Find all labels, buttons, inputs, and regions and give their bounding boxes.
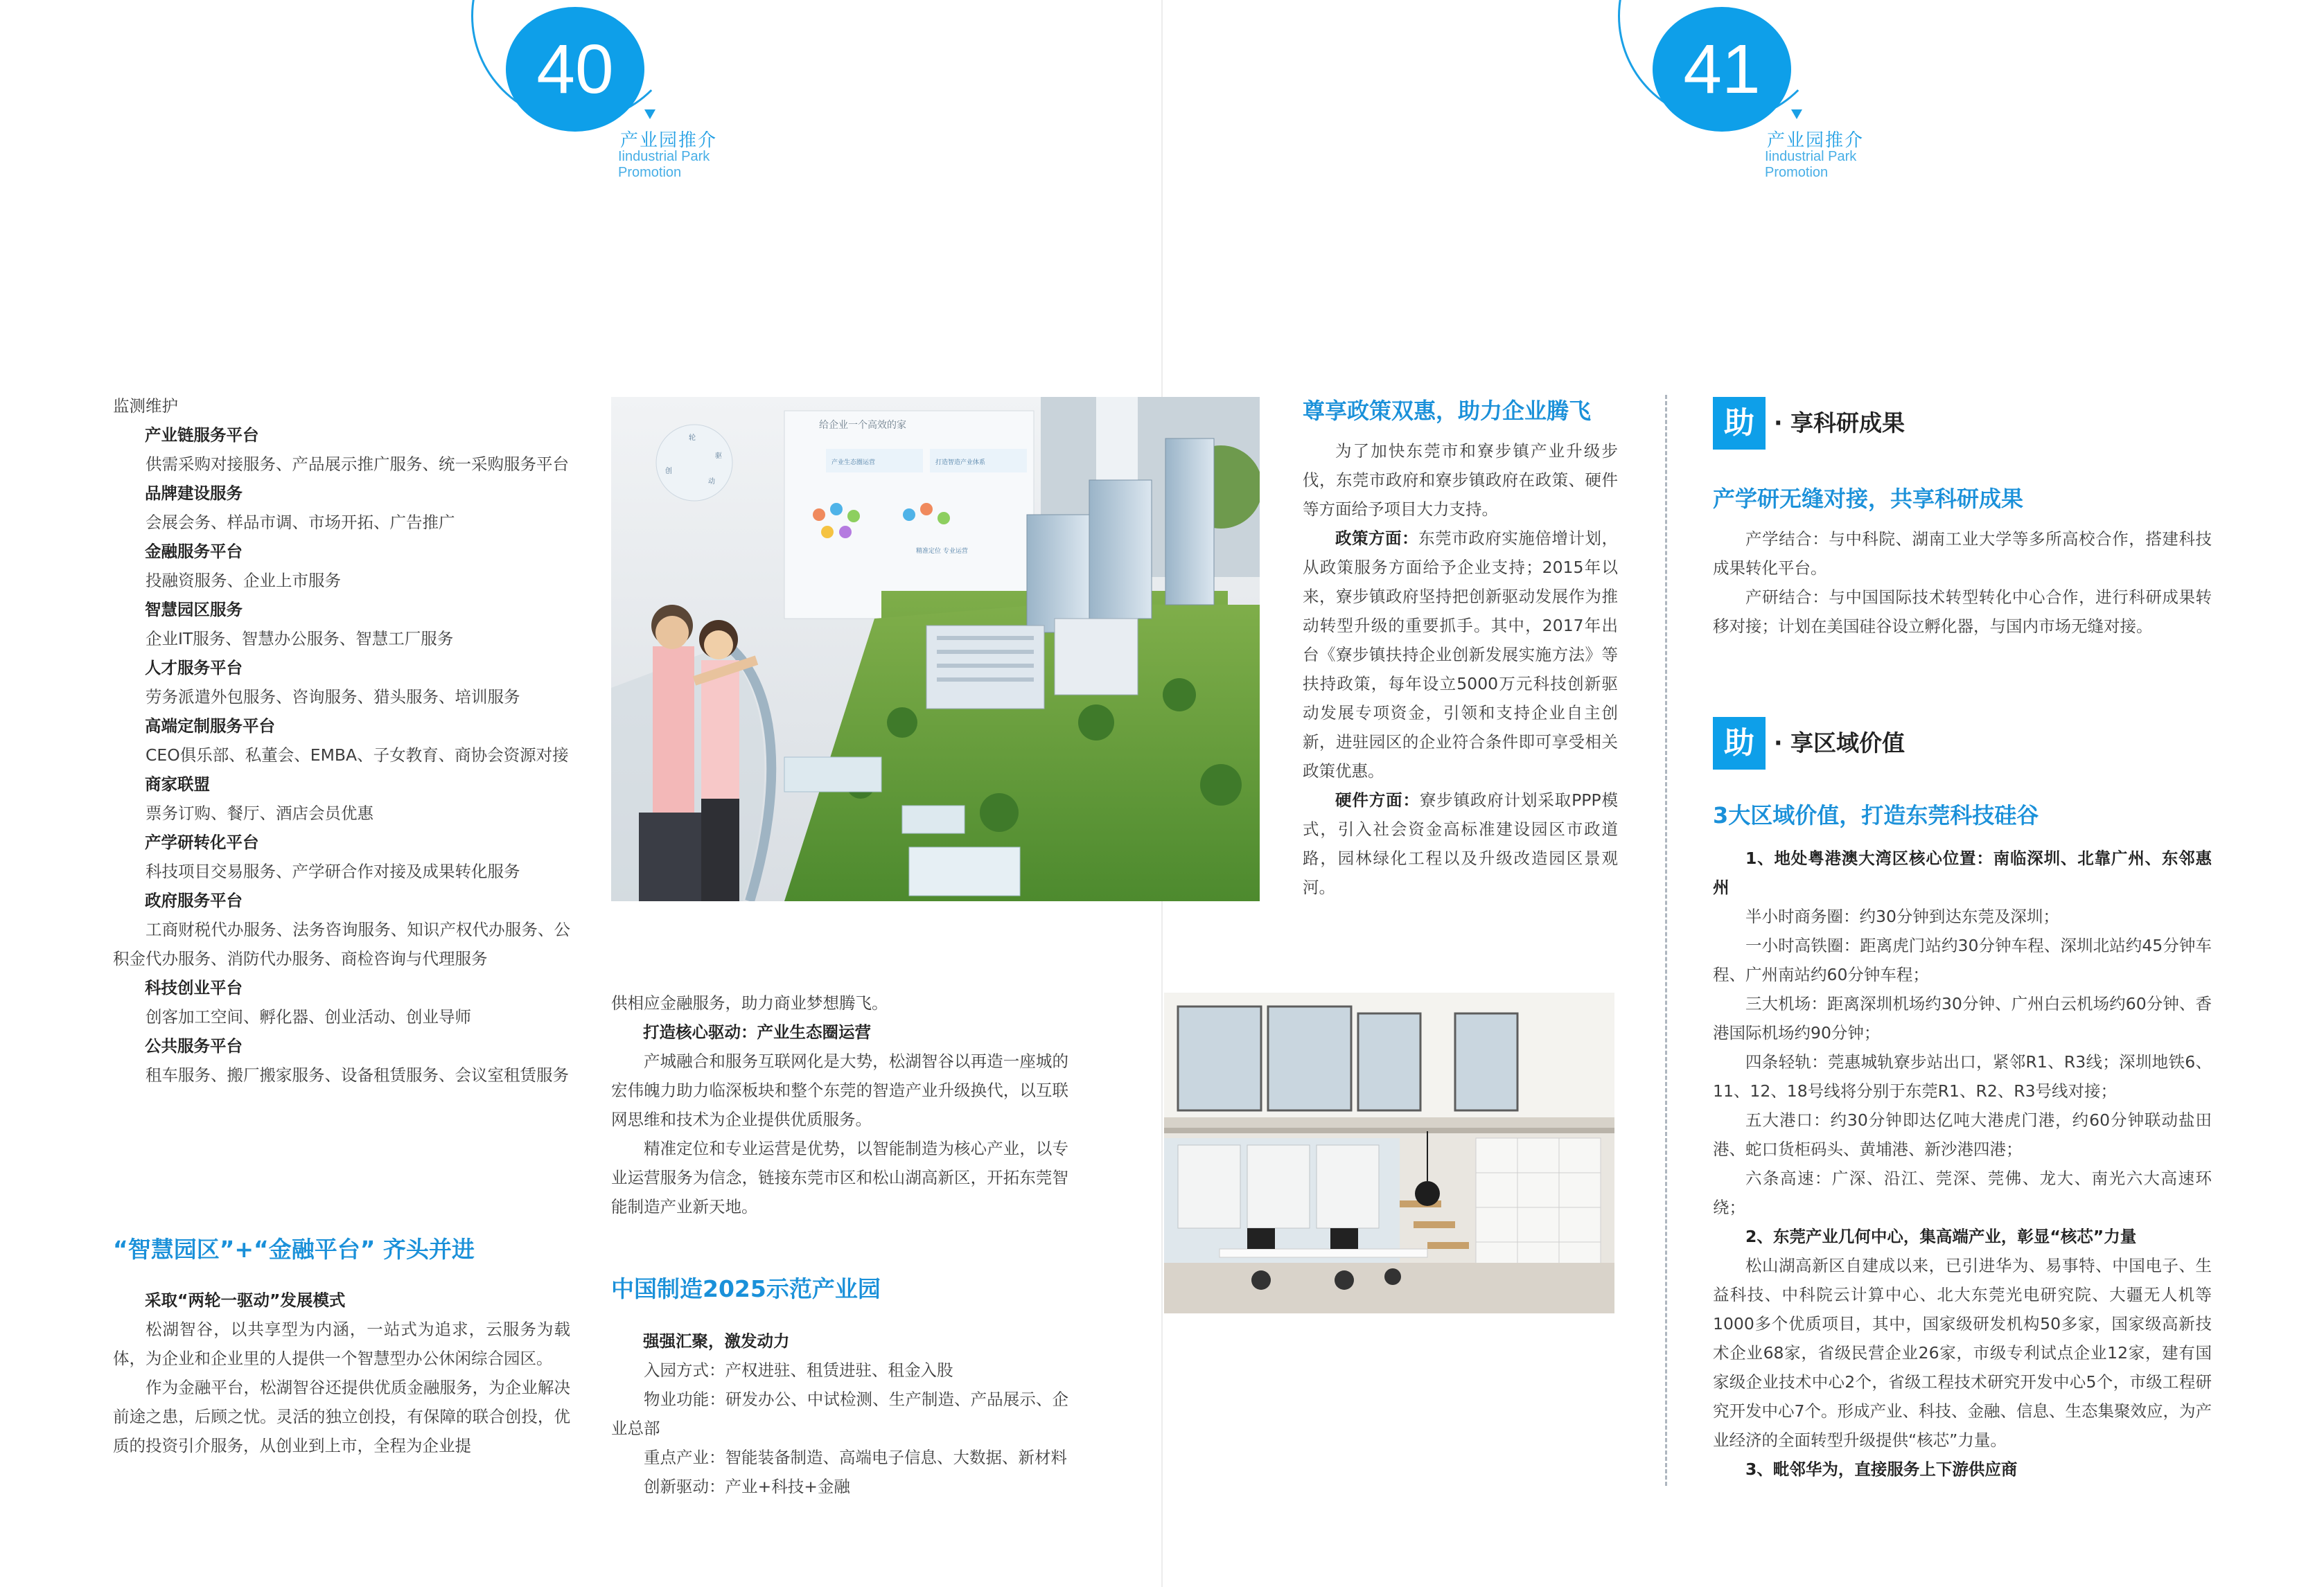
service-description: 票务订购、餐厅、酒店会员优惠 bbox=[146, 804, 373, 823]
location-list bbox=[1713, 902, 2212, 1222]
page-number: 41 bbox=[1653, 7, 1791, 132]
service-title: 高端定制服务平台 bbox=[145, 716, 275, 736]
list-item: 四条轻轨：莞惠城轨寮步站出口，紧邻R1、R3线；深圳地铁6、11、12、18号线将分别于东莞R1、R2、R3号线对接； bbox=[1713, 1052, 2212, 1101]
list-item: 一小时高铁圈：距离虎门站约30分钟车程、深圳北站约45分钟车程、广州南站约60分钟车程； bbox=[1713, 936, 2212, 984]
list-item: 创新驱动：产业+科技+金融 bbox=[644, 1477, 850, 1496]
sandbox-model-photo bbox=[611, 397, 1260, 901]
subheading: 采取“两轮一驱动”发展模式 bbox=[145, 1291, 346, 1310]
wall-slogan: 给企业一个高效的家 bbox=[819, 420, 906, 431]
section-heading: 3大区域价值，打造东莞科技硅谷 bbox=[1713, 802, 2039, 828]
paragraph: 作为金融平台，松湖智谷还提供优质金融服务，为企业解决前途之患，后顾之忧。灵活的独立创投，有保障的联合创投，优质的投资引介服务，从创业到上市，全程为企业提 bbox=[113, 1378, 570, 1455]
column-4-block-1 bbox=[1713, 524, 2212, 641]
zhu-badge-icon: 助 bbox=[1713, 717, 1766, 770]
park-feature-list bbox=[611, 1356, 1068, 1501]
section-subtitle: Iindustrial Park Promotion bbox=[1765, 149, 1857, 180]
wall-panel-b: 打造智造产业体系 bbox=[935, 459, 986, 466]
ring-arrow-icon bbox=[644, 109, 655, 119]
ring-arrow-icon bbox=[1791, 109, 1802, 119]
hardware-label: 硬件方面： bbox=[1335, 790, 1420, 810]
column-2 bbox=[611, 988, 1068, 1221]
block-title: · 享区域价值 bbox=[1774, 729, 1905, 756]
list-item: 入园方式：产权进驻、租赁进驻、租金入股 bbox=[644, 1360, 953, 1380]
service-title: 人才服务平台 bbox=[145, 658, 243, 677]
column-1-body bbox=[113, 1286, 570, 1460]
intro-text: 监测维护 bbox=[113, 396, 178, 416]
column-3 bbox=[1303, 436, 1618, 902]
paragraph: 松山湖高新区自建成以来，已引进华为、易事特、中国电子、生益科技、中科院云计算中心、北大东莞光电研究院、大疆无人机等1000多个优质项目，其中，国家级研发机构50多家，国家级高新技术企业68家，省级民营企业26家，市级专利试点企业12家，建有国家级企业技术中心2个，省级工程技术研究开发中心5个，市级工程研究开发中心7个。形成产业、科技、金融、信息、生态集聚效应，为产业经济的全面转型升级提供“核芯”力量。 bbox=[1713, 1256, 2212, 1450]
page-number: 40 bbox=[506, 7, 644, 132]
wall-panel-a: 产业生态圈运营 bbox=[831, 459, 876, 466]
service-description: 科技项目交易服务、产学研合作对接及成果转化服务 bbox=[146, 862, 520, 881]
block-title: · 享科研成果 bbox=[1774, 409, 1905, 436]
column-1 bbox=[113, 391, 570, 1090]
service-title: 金融服务平台 bbox=[145, 542, 243, 561]
section-heading: 中国制造2025示范产业园 bbox=[611, 1275, 881, 1302]
policy-paragraph bbox=[1303, 524, 1618, 786]
service-description: 会展会务、样品市调、市场开拓、广告推广 bbox=[146, 513, 455, 532]
hardware-paragraph bbox=[1303, 786, 1618, 902]
page-header-right bbox=[1618, 0, 1881, 180]
paragraph: 为了加快东莞市和寮步镇产业升级步伐，东莞市政府和寮步镇政府在政策、硬件等方面给予项目大力支持。 bbox=[1303, 441, 1618, 519]
service-title: 智慧园区服务 bbox=[145, 600, 243, 619]
subheading: 强强汇聚，激发动力 bbox=[643, 1331, 790, 1351]
paragraph: 产城融合和服务互联网化是大势，松湖智谷以再造一座城的宏伟魄力助力临深板块和整个东莞的智造产业升级换代，以互联网思维和技术为企业提供优质服务。 bbox=[611, 1052, 1068, 1129]
service-title: 产业链服务平台 bbox=[145, 425, 259, 445]
paragraph: 精准定位和专业运营是优势，以智能制造为核心产业，以专业运营服务为信念，链接东莞市区和松山湖高新区，开拓东莞智能制造产业新天地。 bbox=[611, 1139, 1068, 1216]
office-interior-photo bbox=[1164, 993, 1614, 1313]
list-item: 三大机场：距离深圳机场约30分钟、广州白云机场约60分钟、香港国际机场约90分钟； bbox=[1713, 994, 2212, 1043]
service-description: 供需采购对接服务、产品展示推广服务、统一采购服务平台 bbox=[146, 454, 569, 474]
section-subtitle: Iindustrial Park Promotion bbox=[618, 149, 710, 180]
service-description: 投融资服务、企业上市服务 bbox=[146, 571, 341, 590]
service-description: 企业IT服务、智慧办公服务、智慧工厂服务 bbox=[146, 629, 454, 648]
column-4-block-2 bbox=[1713, 844, 2212, 1484]
section-heading: 尊享政策双惠，助力企业腾飞 bbox=[1303, 398, 1592, 424]
point-heading: 1、地处粤港澳大湾区核心位置：南临深圳、北靠广州、东邻惠州 bbox=[1713, 849, 2212, 897]
paragraph: 松湖智谷，以共享型为内涵，一站式为追求，云服务为载体，为企业和企业里的人提供一个智慧型办公休闲综合园区。 bbox=[113, 1320, 570, 1368]
policy-label: 政策方面： bbox=[1335, 529, 1419, 548]
section-heading: “智慧园区”+“金融平台” 齐头并进 bbox=[113, 1236, 475, 1263]
zhu-badge-icon: 助 bbox=[1713, 397, 1766, 450]
list-item: 重点产业：智能装备制造、高端电子信息、大数据、新材料 bbox=[644, 1448, 1067, 1467]
service-title: 商家联盟 bbox=[145, 774, 210, 794]
circle-label: 驱 bbox=[715, 452, 722, 460]
list-item: 六条高速：广深、沿江、莞深、莞佛、龙大、南光六大高速环绕； bbox=[1713, 1169, 2212, 1217]
paragraph: 供相应金融服务，助力商业梦想腾飞。 bbox=[611, 993, 888, 1013]
wall-panel-c: 精准定位 专业运营 bbox=[916, 548, 968, 555]
section-title: 产业园推介 bbox=[1767, 130, 1865, 151]
hardware-text: 寮步镇政府计划采取PPP模式，引入社会资金高标准建设园区市政道路，园林绿化工程以及升级改造园区景观河。 bbox=[1303, 790, 1618, 897]
circle-label: 动 bbox=[708, 478, 715, 486]
list-item: 物业功能：研发办公、中试检测、生产制造、产品展示、企业总部 bbox=[611, 1390, 1068, 1438]
service-list bbox=[113, 420, 570, 1090]
page-header-left bbox=[471, 0, 734, 180]
service-description: CEO俱乐部、私董会、EMBA、子女教育、商协会资源对接 bbox=[146, 745, 569, 765]
point-heading: 3、毗邻华为，直接服务上下游供应商 bbox=[1745, 1460, 2018, 1479]
column-2-list bbox=[611, 1327, 1068, 1501]
service-description: 创客加工空间、孵化器、创业活动、创业导师 bbox=[146, 1007, 471, 1027]
point-heading: 2、东莞产业几何中心，集高端产业，彰显“核芯”力量 bbox=[1745, 1227, 2137, 1246]
policy-text: 东莞市政府实施倍增计划，从政策服务方面给予企业支持；2015年以来，寮步镇政府坚持把创新驱动发展作为推动转型升级的重要抓手。其中，2017年出台《寮步镇扶持企业创新发展实施方法》等扶持政策，每年设立5000万元科技创新驱动发展专项资金，引领和支持企业自主创新，进驻园区的企业符合条件即可享受相关政策优惠。 bbox=[1303, 529, 1618, 781]
paragraph: 产学结合：与中科院、湖南工业大学等多所高校合作，搭建科技成果转化平台。 bbox=[1713, 529, 2212, 578]
section-title: 产业园推介 bbox=[620, 130, 718, 151]
service-description: 租车服务、搬厂搬家服务、设备租赁服务、会议室租赁服务 bbox=[146, 1065, 569, 1085]
service-description: 工商财税代办服务、法务咨询服务、知识产权代办服务、公积金代办服务、消防代办服务、商检咨询与代理服务 bbox=[113, 920, 570, 968]
circle-label: 创 bbox=[665, 468, 672, 475]
paragraph: 产研结合：与中国国际技术转型转化中心合作，进行科研成果转移对接；计划在美国硅谷设立孵化器，与国内市场无缝对接。 bbox=[1713, 587, 2212, 636]
service-title: 科技创业平台 bbox=[145, 978, 243, 998]
service-title: 公共服务平台 bbox=[145, 1036, 243, 1056]
subheading: 打造核心驱动：产业生态圈运营 bbox=[643, 1022, 871, 1042]
list-item: 半小时商务圈：约30分钟到达东莞及深圳； bbox=[1745, 907, 2059, 926]
service-description: 劳务派遣外包服务、咨询服务、猎头服务、培训服务 bbox=[146, 687, 520, 707]
service-title: 产学研转化平台 bbox=[145, 833, 259, 852]
service-title: 政府服务平台 bbox=[145, 891, 243, 910]
dashed-divider bbox=[1665, 395, 1667, 1486]
service-title: 品牌建设服务 bbox=[145, 484, 243, 503]
circle-label: 轮 bbox=[689, 434, 696, 442]
section-heading: 产学研无缝对接，共享科研成果 bbox=[1713, 486, 2024, 512]
list-item: 五大港口：约30分钟即达亿吨大港虎门港，约60分钟联动盐田港、蛇口货柜码头、黄埔港、新沙港四港； bbox=[1713, 1110, 2212, 1159]
